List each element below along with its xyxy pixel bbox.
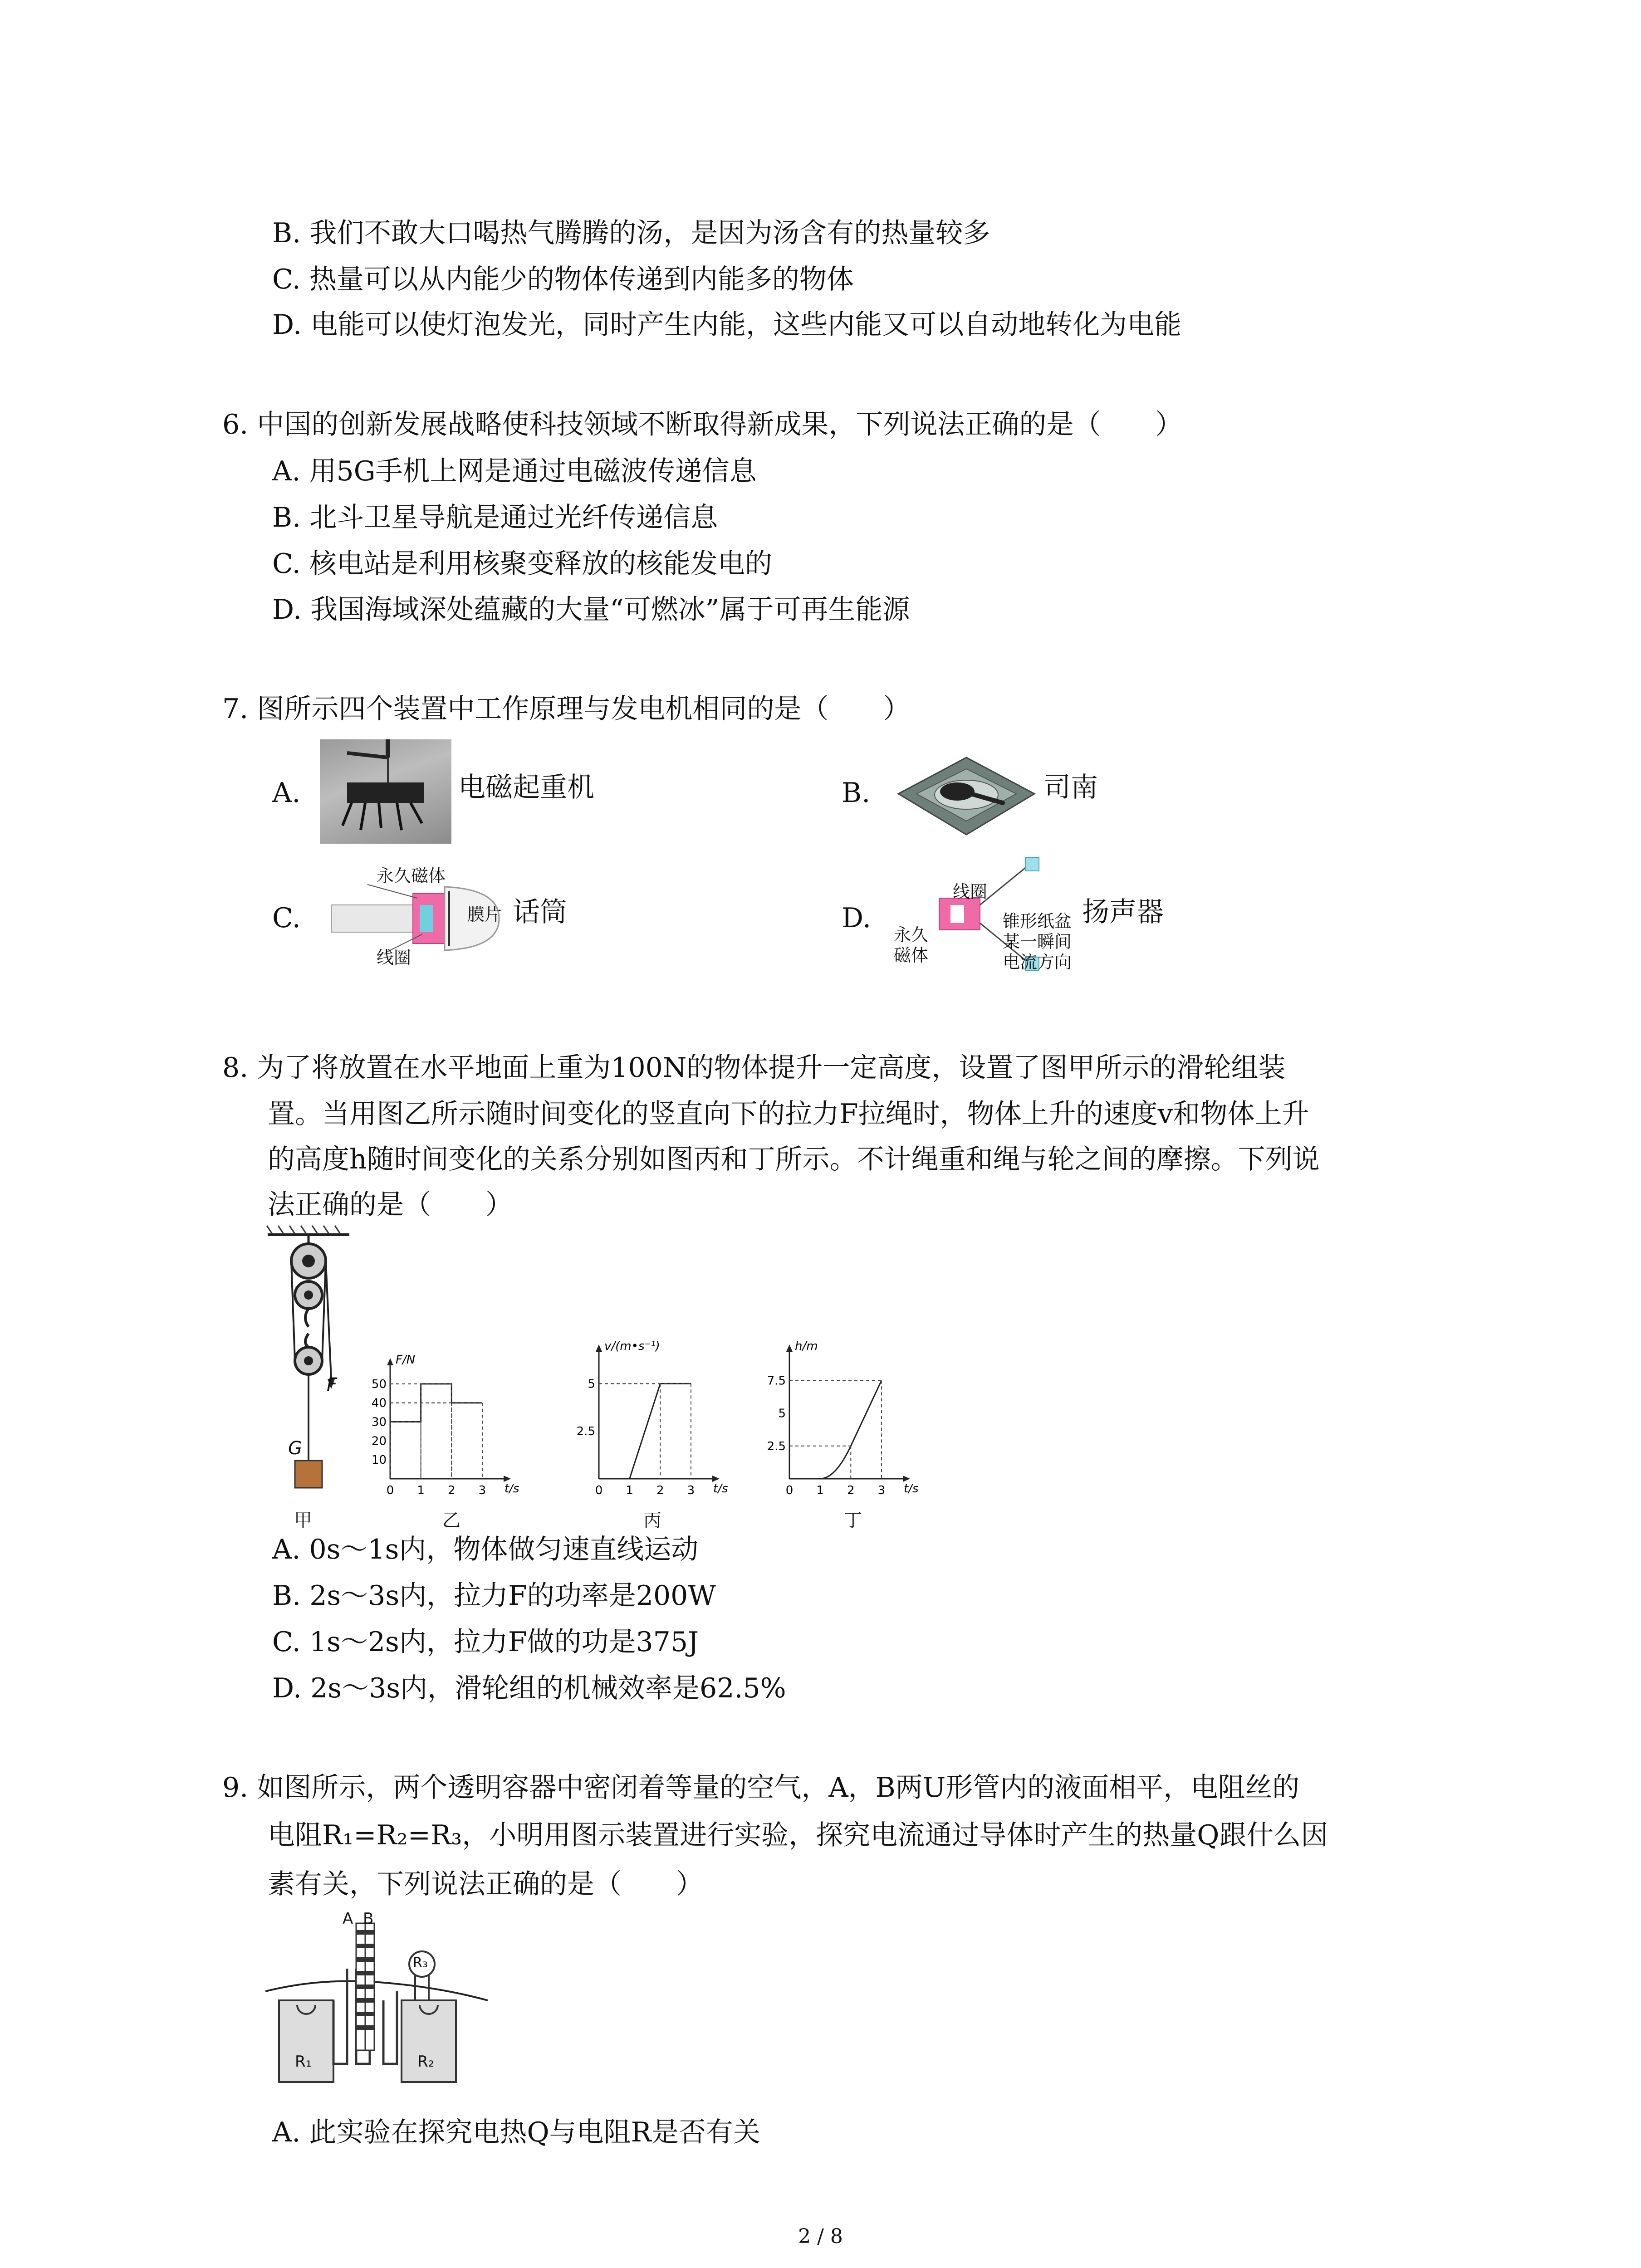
q9-stem-line1: 9. 如图所示，两个透明容器中密闭着等量的空气，A，B两U形管内的液面相平，电阻丝的 xyxy=(222,1772,1300,1804)
x-tick-label: 0 xyxy=(386,1484,394,1497)
speaker-cone-label: 锥形纸盆 xyxy=(1003,911,1072,931)
q7-stem: 7. 图所示四个装置中工作原理与发电机相同的是（ ） xyxy=(222,693,911,725)
q5-option-b: B. 我们不敢大口喝热气腾腾的汤，是因为汤含有的热量较多 xyxy=(272,217,990,249)
figure-yi-caption: 乙 xyxy=(442,1510,460,1531)
tube-a-label: A xyxy=(343,1910,353,1928)
x-tick-label: 3 xyxy=(687,1484,695,1497)
pulley-force-label: F xyxy=(327,1374,338,1395)
q5-option-d: D. 电能可以使灯泡发光，同时产生内能，这些内能又可以自动地转化为电能 xyxy=(272,309,1182,341)
page-number: 2 / 8 xyxy=(798,2225,843,2248)
resistor-r1-label: R₁ xyxy=(295,2053,312,2071)
x-axis-label: t/s xyxy=(713,1482,728,1496)
q8-option-a: A. 0s～1s内，物体做匀速直线运动 xyxy=(272,1534,699,1565)
q8-stem-line2: 置。当用图乙所示随时间变化的竖直向下的拉力F拉绳时，物体上升的速度v和物体上升 xyxy=(268,1098,1309,1130)
speaker-current-label: 电流方向 xyxy=(1003,952,1072,972)
y-axis-label: v/(m•s⁻¹) xyxy=(604,1339,660,1353)
y-tick-label: 5 xyxy=(588,1377,595,1391)
q5-option-c: C. 热量可以从内能少的物体传递到内能多的物体 xyxy=(272,264,854,295)
x-tick-label: 3 xyxy=(877,1484,886,1497)
q8-option-d: D. 2s～3s内，滑轮组的机械效率是62.5% xyxy=(272,1672,786,1704)
q6-option-c: C. 核电站是利用核聚变释放的核能发电的 xyxy=(272,548,772,580)
q7-b-text: 司南 xyxy=(1043,772,1098,803)
mic-coil-label: 线圈 xyxy=(377,948,411,968)
x-axis-arrow xyxy=(903,1476,910,1482)
q8-option-b: B. 2s～3s内，拉力F的功率是200W xyxy=(272,1580,716,1612)
x-tick-label: 0 xyxy=(785,1484,794,1497)
q8-stem-line3: 的高度h随时间变化的关系分别如图丙和丁所示。不计绳重和绳与轮之间的摩擦。下列说 xyxy=(268,1144,1320,1175)
resistor-r2-label: R₂ xyxy=(417,2053,435,2071)
y-tick-label: 20 xyxy=(371,1434,387,1448)
q8-stem-line4: 法正确的是（ ） xyxy=(268,1189,513,1221)
figure-jia-caption: 甲 xyxy=(294,1510,312,1531)
y-tick-label: 5 xyxy=(778,1407,786,1421)
x-tick-label: 1 xyxy=(816,1484,824,1497)
q7-c-text: 话筒 xyxy=(513,896,567,928)
x-axis-arrow xyxy=(504,1476,511,1482)
mic-film-label: 膜片 xyxy=(467,904,502,924)
series-line xyxy=(789,1380,882,1479)
q7-a-letter: A. xyxy=(272,777,301,809)
y-tick-label: 30 xyxy=(371,1415,387,1429)
q6-option-b: B. 北斗卫星导航是通过光纤传递信息 xyxy=(272,502,718,533)
pulley-weight-label: G xyxy=(288,1438,302,1459)
q6-stem: 6. 中国的创新发展战略使科技领域不断取得新成果，下列说法正确的是（ ） xyxy=(222,409,1183,440)
x-tick-label: 1 xyxy=(626,1484,633,1497)
x-axis-arrow xyxy=(712,1476,720,1482)
figure-bing-caption: 丙 xyxy=(643,1510,661,1531)
mic-magnet-label: 永久磁体 xyxy=(377,866,446,886)
crane-drawing xyxy=(320,739,451,844)
y-axis-arrow xyxy=(387,1358,393,1365)
resistor-r3-label: R₃ xyxy=(413,1955,428,1971)
q8-stem-line1: 8. 为了将放置在水平地面上重为100N的物体提升一定高度，设置了图甲所示的滑轮组装 xyxy=(222,1052,1286,1084)
x-tick-label: 2 xyxy=(847,1484,855,1497)
pulley-system-drawing xyxy=(263,1225,354,1506)
y-tick-label: 50 xyxy=(371,1377,387,1391)
x-tick-label: 0 xyxy=(595,1484,603,1497)
q7-b-letter: B. xyxy=(842,777,871,809)
x-tick-label: 3 xyxy=(478,1484,486,1497)
y-tick-label: 40 xyxy=(371,1396,387,1410)
q9-stem-line2: 电阻R₁=R₂=R₃，小明用图示装置进行实验，探究电流通过导体时产生的热量Q跟什么因 xyxy=(268,1819,1328,1851)
sinan-compass-drawing xyxy=(889,744,1043,848)
speaker-moment-label: 某一瞬间 xyxy=(1003,932,1072,952)
y-tick-label: 10 xyxy=(371,1453,387,1467)
q7-d-letter: D. xyxy=(842,902,872,934)
q6-option-a: A. 用5G手机上网是通过电磁波传递信息 xyxy=(272,455,757,487)
speaker-coil-label: 线圈 xyxy=(953,882,988,902)
q7-c-letter: C. xyxy=(272,902,301,934)
y-tick-label: 2.5 xyxy=(576,1425,595,1439)
x-tick-label: 1 xyxy=(417,1484,425,1497)
y-tick-label: 2.5 xyxy=(767,1439,786,1453)
x-axis-label: t/s xyxy=(904,1482,919,1496)
tube-b-label: B xyxy=(363,1910,374,1928)
y-axis-label: F/N xyxy=(396,1353,416,1367)
crane-photo xyxy=(320,739,451,844)
chart-height-vs-time xyxy=(749,1334,930,1497)
x-tick-label: 2 xyxy=(656,1484,664,1497)
y-axis-label: h/m xyxy=(795,1339,818,1353)
x-tick-label: 2 xyxy=(448,1484,456,1497)
y-axis-arrow xyxy=(786,1344,793,1352)
chart-force-vs-time xyxy=(358,1343,540,1497)
q9-option-a: A. 此实验在探究电热Q与电阻R是否有关 xyxy=(272,2116,760,2148)
q7-a-text: 电磁起重机 xyxy=(458,772,594,803)
q7-d-text: 扬声器 xyxy=(1082,896,1164,928)
speaker-magnet-label-1: 永久 xyxy=(894,925,929,945)
y-tick-label: 7.5 xyxy=(767,1374,786,1388)
q6-option-d: D. 我国海域深处蕴藏的大量“可燃冰”属于可再生能源 xyxy=(272,594,910,626)
y-axis-arrow xyxy=(596,1344,602,1352)
series-line xyxy=(599,1383,691,1479)
x-axis-label: t/s xyxy=(505,1482,519,1496)
q9-stem-line3: 素有关，下列说法正确的是（ ） xyxy=(268,1868,703,1900)
speaker-magnet-label-2: 磁体 xyxy=(894,945,929,965)
chart-velocity-vs-time xyxy=(558,1334,740,1497)
figure-ding-caption: 丁 xyxy=(844,1510,862,1531)
q8-option-c: C. 1s～2s内，拉力F做的功是375J xyxy=(272,1626,699,1658)
